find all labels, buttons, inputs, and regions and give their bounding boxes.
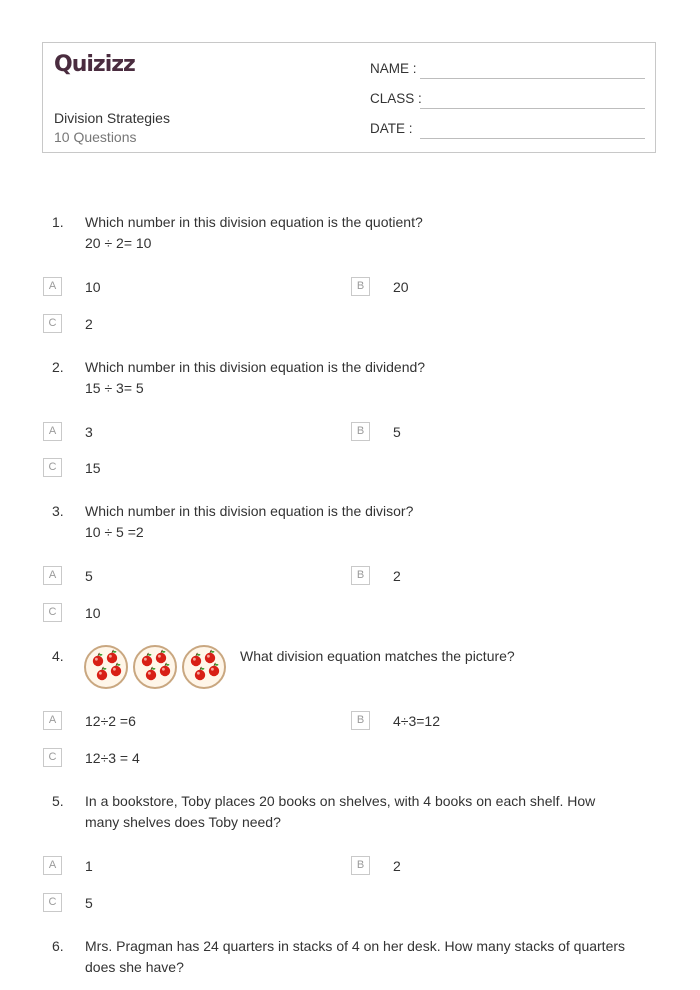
option-letter-box[interactable]: C (43, 314, 62, 333)
class-line (420, 108, 645, 109)
option-text[interactable]: 10 (85, 605, 101, 621)
option-letter-box[interactable]: C (43, 893, 62, 912)
worksheet-title: Division Strategies (54, 110, 170, 126)
question-number: 3. (52, 503, 64, 519)
option-text[interactable]: 5 (85, 568, 93, 584)
question-text: In a bookstore, Toby places 20 books on shelves, with 4 books on each shelf. How (85, 793, 596, 809)
quizizz-logo: Quizizz (54, 52, 135, 77)
option-letter-box[interactable]: A (43, 277, 62, 296)
option-text[interactable]: 15 (85, 460, 101, 476)
option-letter-box[interactable]: A (43, 566, 62, 585)
option-letter-box[interactable]: A (43, 711, 62, 730)
question-text: Mrs. Pragman has 24 quarters in stacks of 4 on her desk. How many stacks of quarters (85, 938, 626, 954)
option-text[interactable]: 3 (85, 424, 93, 440)
question-equation: 20 ÷ 2= 10 (85, 235, 152, 251)
name-line (420, 78, 645, 79)
question-text: Which number in this division equation is the quotient? (85, 214, 423, 230)
option-letter-box[interactable]: B (351, 566, 370, 585)
option-text[interactable]: 5 (85, 895, 93, 911)
apple-plate (183, 646, 225, 688)
option-letter-box[interactable]: B (351, 277, 370, 296)
question-equation: 10 ÷ 5 =2 (85, 524, 144, 540)
question-text: Which number in this division equation is the divisor? (85, 503, 414, 519)
option-letter-box[interactable]: B (351, 711, 370, 730)
option-text[interactable]: 10 (85, 279, 101, 295)
option-text[interactable]: 2 (85, 316, 93, 332)
apple-groups-image (84, 645, 229, 690)
option-text[interactable]: 4÷3=12 (393, 713, 441, 729)
question-text: What division equation matches the picture? (240, 648, 515, 664)
option-letter-box[interactable]: C (43, 603, 62, 622)
question-number: 2. (52, 359, 64, 375)
question-text: does she have? (85, 959, 184, 975)
option-text[interactable]: 2 (393, 858, 401, 874)
question-count: 10 Questions (54, 129, 137, 145)
option-letter-box[interactable]: C (43, 748, 62, 767)
option-text[interactable]: 12÷2 =6 (85, 713, 136, 729)
question-equation: 15 ÷ 3= 5 (85, 380, 144, 396)
question-text: many shelves does Toby need? (85, 814, 281, 830)
apple-plate (85, 646, 127, 688)
question-number: 4. (52, 648, 64, 664)
worksheet-header (42, 42, 656, 153)
option-letter-box[interactable]: B (351, 422, 370, 441)
apple-plate (134, 646, 176, 688)
option-text[interactable]: 2 (393, 568, 401, 584)
option-text[interactable]: 12÷3 = 4 (85, 750, 140, 766)
option-text[interactable]: 1 (85, 858, 93, 874)
question-text: Which number in this division equation is the dividend? (85, 359, 426, 375)
date-line (420, 138, 645, 139)
option-letter-box[interactable]: B (351, 856, 370, 875)
date-label: DATE : (370, 121, 413, 136)
question-number: 1. (52, 214, 64, 230)
name-label: NAME : (370, 61, 417, 76)
class-label: CLASS : (370, 91, 422, 106)
option-text[interactable]: 20 (393, 279, 409, 295)
option-letter-box[interactable]: A (43, 856, 62, 875)
question-number: 6. (52, 938, 64, 954)
question-number: 5. (52, 793, 64, 809)
option-letter-box[interactable]: C (43, 458, 62, 477)
option-text[interactable]: 5 (393, 424, 401, 440)
option-letter-box[interactable]: A (43, 422, 62, 441)
